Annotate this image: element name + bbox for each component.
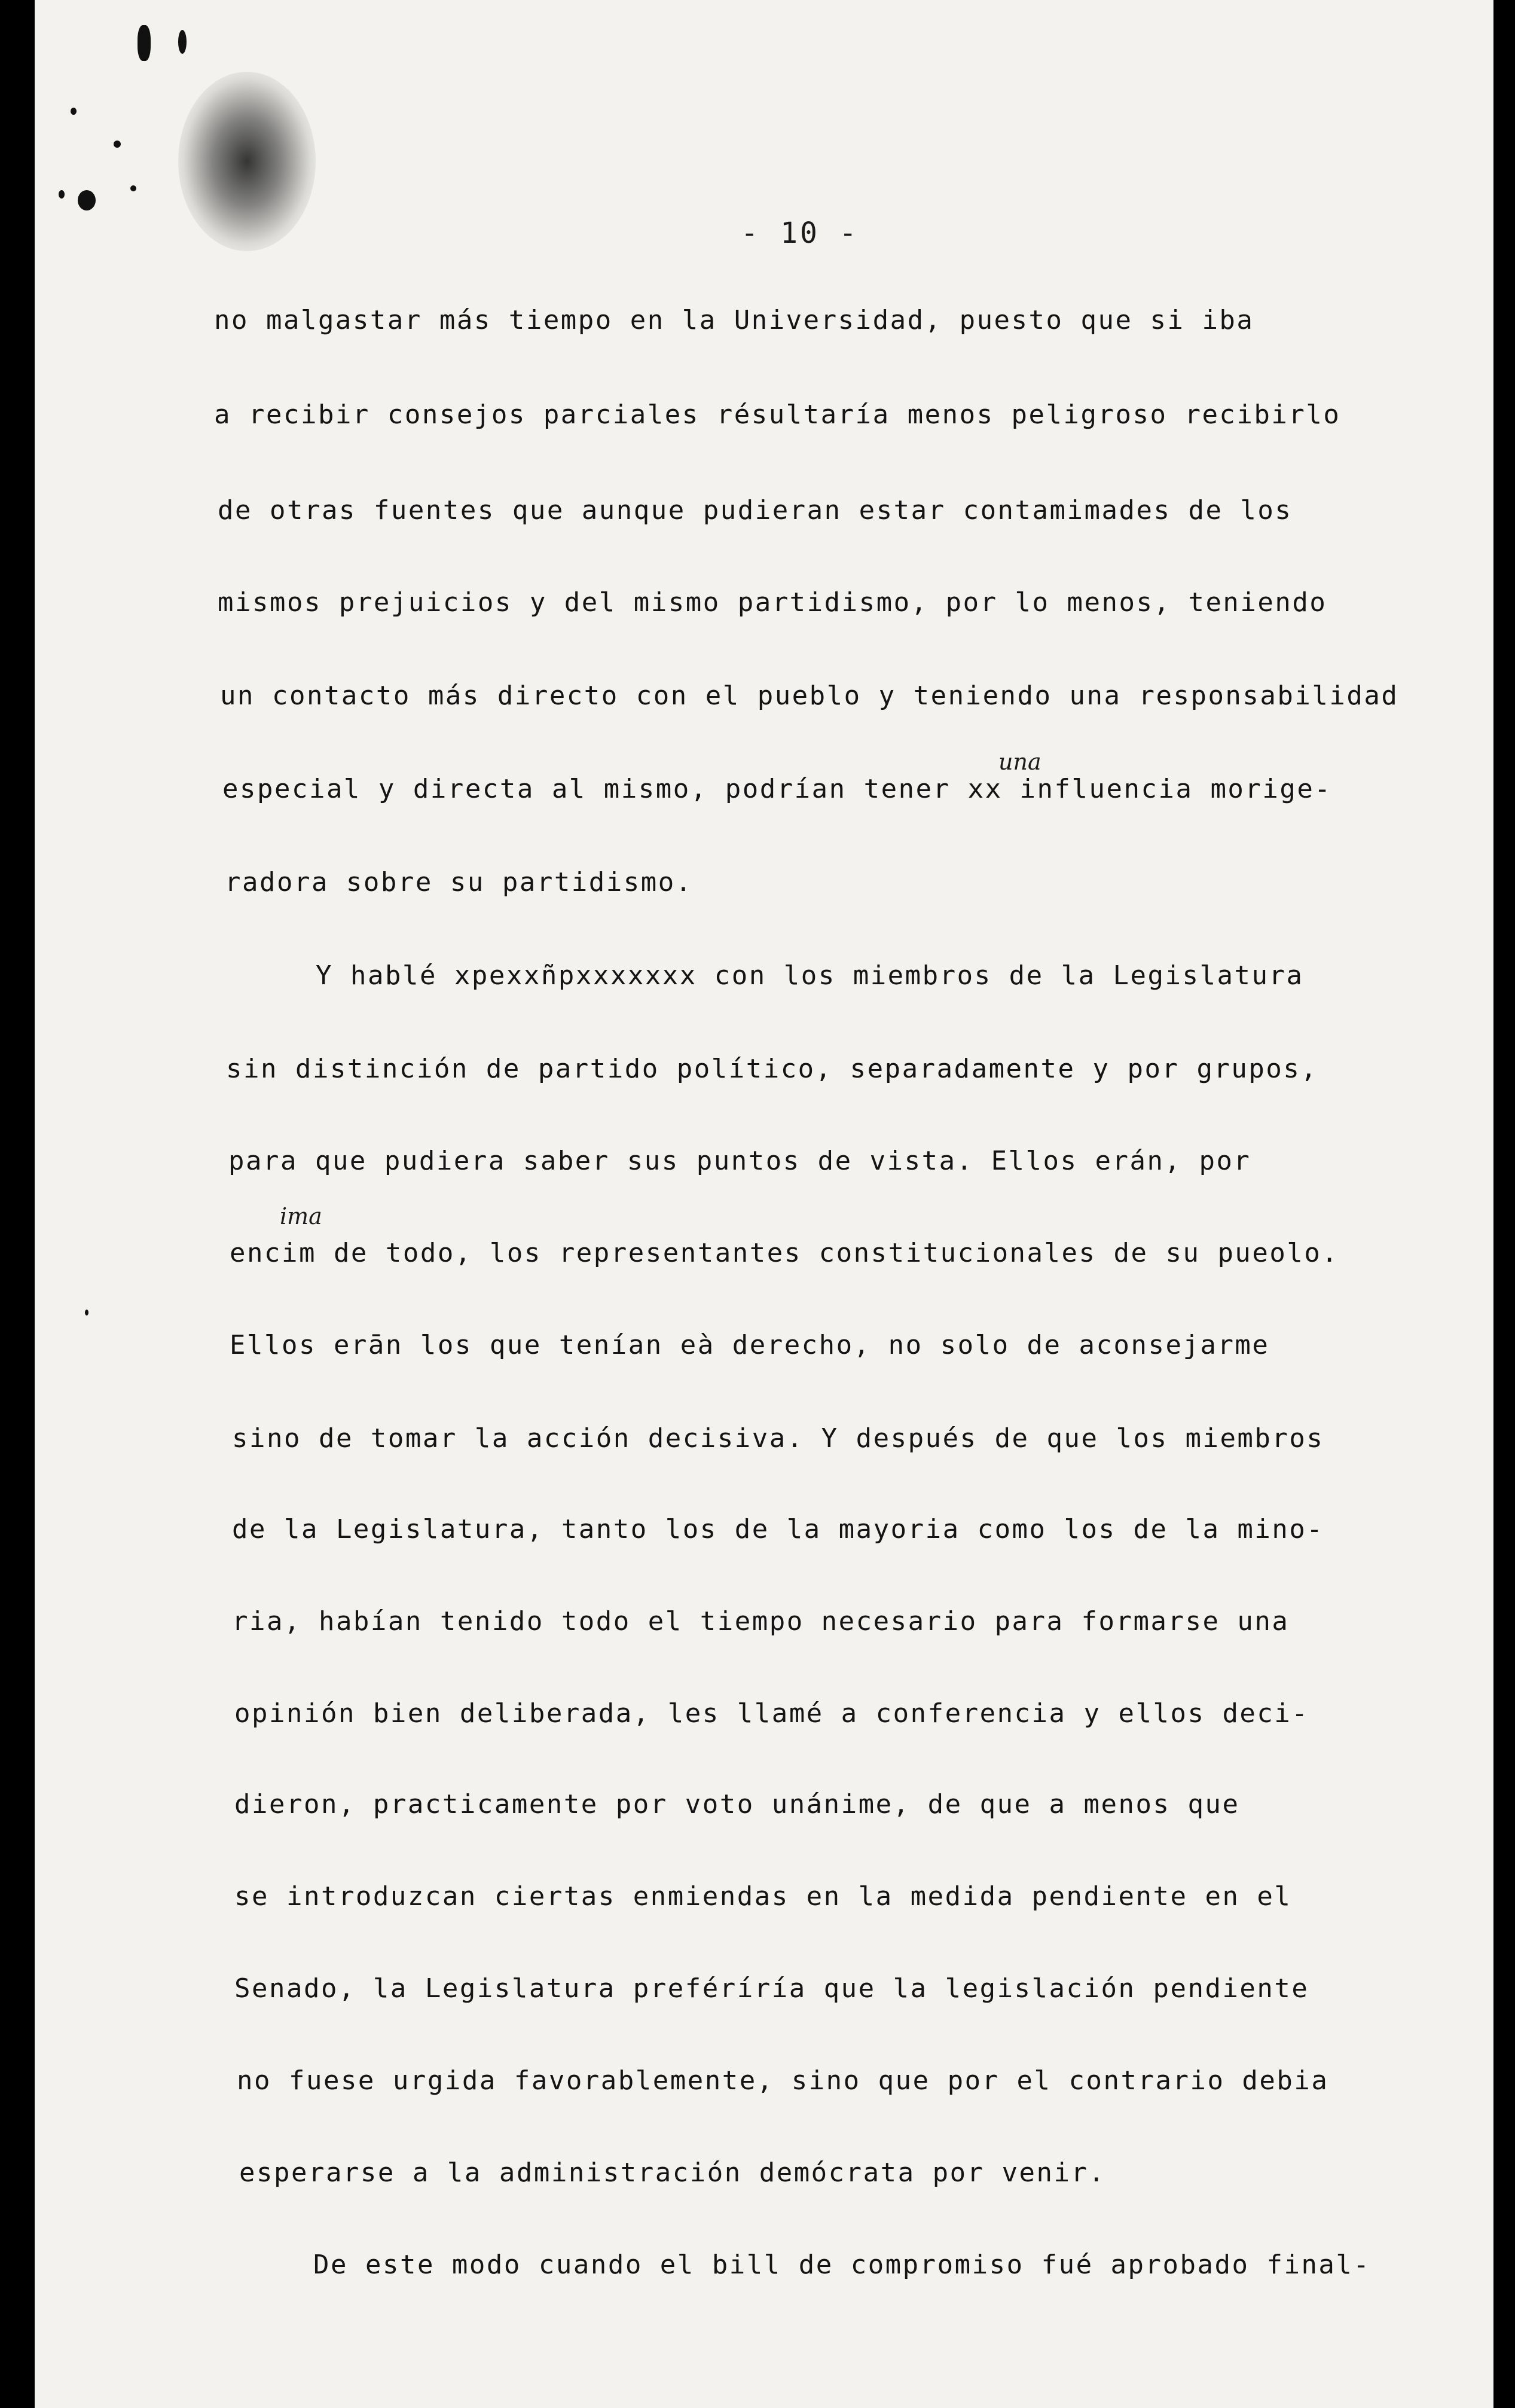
ink-speck — [71, 108, 77, 115]
ink-speck — [138, 25, 151, 61]
ink-speck — [130, 185, 136, 191]
ink-speck — [59, 190, 65, 199]
text-line: de la Legislatura, tanto los de la mayoria como los de la mino- — [232, 1514, 1324, 1545]
ink-speck — [114, 141, 121, 148]
text-line: Ellos erān los que tenían eà derecho, no solo de aconsejarme — [230, 1330, 1270, 1360]
text-line: De este modo cuando el bill de compromiso fué aprobado final- — [313, 2250, 1371, 2280]
text-line: Senado, la Legislatura preféríría que la legislación pendiente — [234, 1973, 1309, 2004]
text-line: esperarse a la administración demócrata por venir. — [239, 2157, 1106, 2188]
text-line: dieron, practicamente por voto unánime, de que a menos que — [234, 1789, 1240, 1820]
handwritten-ima: ima — [280, 1203, 322, 1229]
text-line: se introduzcan ciertas enmiendas en la medida pendiente en el — [234, 1881, 1292, 1912]
ink-speck — [85, 1310, 88, 1316]
text-line: sino de tomar la acción decisiva. Y después de que los miembros — [232, 1423, 1324, 1454]
text-line: Y hablé xpexxñpxxxxxxx con los miembros de la Legislatura — [316, 960, 1304, 991]
text-line: para que pudiera saber sus puntos de vista. Ellos erán, por — [228, 1146, 1251, 1176]
handwritten-una: una — [998, 749, 1041, 775]
text-line: de otras fuentes que aunque pudieran estar contamimades de los — [218, 495, 1293, 526]
text-line: especial y directa al mismo, podrían tener xx influencia morige- — [222, 774, 1332, 804]
text-line: sin distinción de partido político, separadamente y por grupos, — [226, 1054, 1318, 1084]
text-line: radora sobre su partidismo. — [225, 867, 693, 898]
text-line: a recibir consejos parciales résultaría menos peligroso recibirlo — [214, 399, 1341, 430]
text-line: un contacto más directo con el pueblo y teniendo una responsabilidad — [220, 680, 1399, 711]
document-page — [35, 0, 1493, 2408]
text-line: mismos prejuicios y del mismo partidismo, por lo menos, teniendo — [218, 587, 1327, 618]
ink-speck — [178, 30, 187, 54]
text-line: no fuese urgida favorablemente, sino que por el contrario debia — [237, 2065, 1329, 2096]
text-line: opinión bien deliberada, les llamé a conferencia y ellos deci- — [234, 1698, 1309, 1729]
page-number: - 10 - — [741, 216, 859, 250]
text-line: ria, habían tenido todo el tiempo necesario para formarse una — [232, 1606, 1290, 1637]
ink-speck — [78, 190, 96, 210]
text-line: encim de todo, los representantes constitucionales de su pueolo. — [230, 1238, 1339, 1268]
text-line: no malgastar más tiempo en la Universidad, puesto que si iba — [214, 305, 1254, 335]
